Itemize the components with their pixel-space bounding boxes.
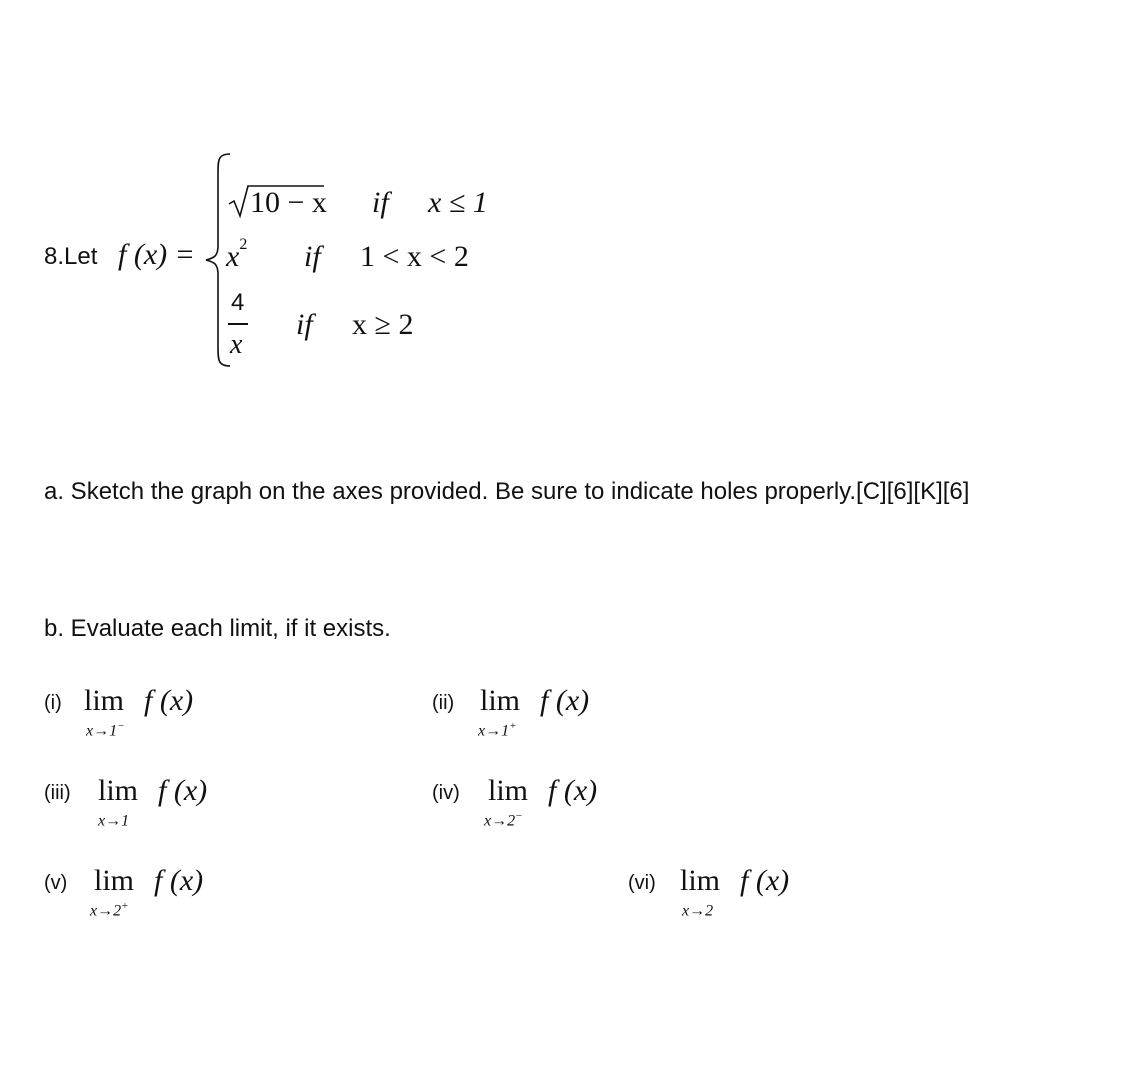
limit-v-function: f (x): [154, 864, 204, 897]
limit-iii-subscript-text: x→1: [98, 812, 130, 830]
limit-v-lim: lim: [94, 864, 135, 897]
limit-iii-function: f (x): [158, 774, 208, 807]
case-3-fraction-bar: [228, 323, 248, 325]
limit-ii-subscript: [478, 720, 517, 740]
question-number: 8.Let: [44, 243, 98, 270]
case-2-if: if: [304, 240, 321, 273]
case-1-if: if: [372, 186, 389, 219]
case-2-exponent: 2: [239, 236, 248, 253]
limit-i-subscript-text: x→1: [86, 722, 118, 740]
limit-i-function: f (x): [144, 684, 194, 717]
limit-vi-lim: lim: [680, 864, 721, 897]
limit-ii-lim: lim: [480, 684, 521, 717]
limit-i-label: (i): [44, 692, 62, 714]
limit-iv-side: −: [515, 810, 523, 822]
limit-iv-label: (iv): [432, 782, 460, 804]
case-2-expression-base: x: [226, 240, 240, 273]
limit-vi-function: f (x): [740, 864, 790, 897]
limit-i-side: −: [117, 720, 125, 732]
limit-v-subscript: [90, 900, 129, 920]
limit-iv-subscript: [484, 810, 523, 830]
limit-vi-subscript: [682, 900, 713, 920]
limit-ii-subscript-text: x→1: [478, 722, 510, 740]
limit-vi-subscript-text: x→2: [682, 902, 714, 920]
part-b-instruction: b. Evaluate each limit, if it exists.: [44, 615, 391, 642]
case-3-if: if: [296, 308, 313, 341]
limit-iii-label: (iii): [44, 782, 71, 804]
limit-iv-function: f (x): [548, 774, 598, 807]
limit-v-side: +: [121, 900, 129, 912]
limit-v-label: (v): [44, 872, 68, 894]
limit-ii-label: (ii): [432, 692, 455, 714]
limit-i-subscript: [86, 720, 125, 740]
limit-ii-function: f (x): [540, 684, 590, 717]
case-1-expression: [250, 186, 327, 220]
case-2-condition: 1 < x < 2: [360, 240, 469, 273]
case-2-expression: [226, 236, 248, 274]
case-1-condition: x ≤ 1: [428, 186, 488, 219]
case-3-condition: x ≥ 2: [352, 308, 414, 341]
limit-iv-lim: lim: [488, 774, 529, 807]
case-3-numerator: 4: [231, 289, 245, 316]
limit-iii-lim: lim: [98, 774, 139, 807]
case-3-denominator: x: [230, 329, 243, 360]
case-1-expression-text: 10 − x: [250, 186, 327, 219]
limit-iii-subscript: [98, 810, 129, 830]
limit-vi-label: (vi): [628, 872, 656, 894]
part-a-instruction: a. Sketch the graph on the axes provided. Be sure to indicate holes properly.[C][6][K][6]: [44, 478, 970, 505]
limit-iv-subscript-text: x→2: [484, 812, 516, 830]
limit-v-subscript-text: x→2: [90, 902, 122, 920]
function-name-text: f (x) =: [118, 238, 195, 271]
limit-ii-side: +: [509, 720, 517, 732]
function-name: [118, 238, 195, 272]
limit-i-lim: lim: [84, 684, 125, 717]
